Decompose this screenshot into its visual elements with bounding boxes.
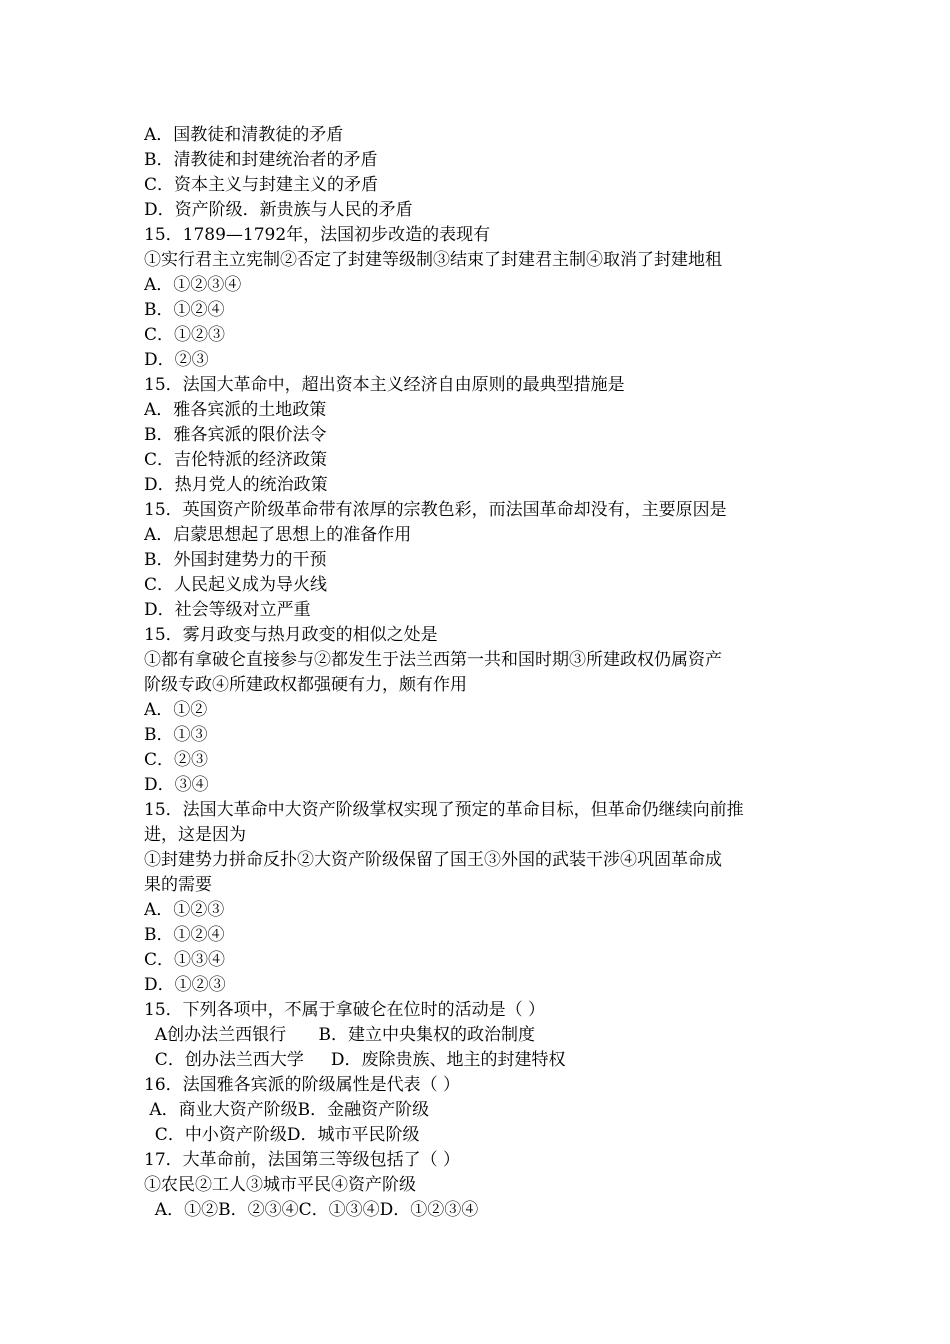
option-line: B．外国封建势力的干预 <box>144 550 327 570</box>
text-line: ①实行君主立宪制②否定了封建等级制③结束了封建君主制④取消了封建地租 <box>144 250 722 270</box>
option-line: D．③④ <box>144 775 209 795</box>
option-line: D．①②③ <box>144 975 226 995</box>
option-line: D．社会等级对立严重 <box>144 600 311 620</box>
question-line: 15．英国资产阶级革命带有浓厚的宗教色彩，而法国革命却没有，主要原因是 <box>144 500 727 520</box>
question-line: 15．雾月政变与热月政变的相似之处是 <box>144 625 438 645</box>
option-line: C．人民起义成为导火线 <box>144 575 328 595</box>
option-line: B．①③ <box>144 725 208 745</box>
option-line: C．吉伦特派的经济政策 <box>144 450 328 470</box>
option-line: A．启蒙思想起了思想上的准备作用 <box>144 525 412 545</box>
question-line: 17．大革命前，法国第三等级包括了（ ） <box>144 1150 461 1170</box>
question-line: 15．1789—1792年，法国初步改造的表现有 <box>144 225 491 245</box>
option-line: A．商业大资产阶级B．金融资产阶级 <box>144 1100 430 1120</box>
text-line: 阶级专政④所建政权都强硬有力，颇有作用 <box>144 675 467 695</box>
option-line: C．中小资产阶级D．城市平民阶级 <box>144 1125 420 1145</box>
text-line: ①都有拿破仑直接参与②都发生于法兰西第一共和国时期③所建政权仍属资产 <box>144 650 722 670</box>
option-line: C．②③ <box>144 750 209 770</box>
option-line: C．创办法兰西大学 D．废除贵族、地主的封建特权 <box>144 1050 566 1070</box>
text-line: A．国教徒和清教徒的矛盾 <box>144 125 344 145</box>
option-line: A．①② <box>144 700 208 720</box>
option-line: B．雅各宾派的限价法令 <box>144 425 327 445</box>
question-line: 15．法国大革命中，超出资本主义经济自由原则的最典型措施是 <box>144 375 625 395</box>
option-line: A．①②③④ <box>144 275 242 295</box>
text-line: C．资本主义与封建主义的矛盾 <box>144 175 379 195</box>
option-line: A．①②B．②③④C．①③④D．①②③④ <box>144 1200 479 1220</box>
text-line: ①封建势力拼命反扑②大资产阶级保留了国王③外国的武装干涉④巩固革命成 <box>144 850 722 870</box>
question-line: 15．下列各项中，不属于拿破仑在位时的活动是（ ） <box>144 1000 546 1020</box>
text-line: 果的需要 <box>144 875 212 895</box>
question-line: 16．法国雅各宾派的阶级属性是代表（ ） <box>144 1075 461 1095</box>
document-page <box>144 123 824 1223</box>
text-line: D．资产阶级．新贵族与人民的矛盾 <box>144 200 413 220</box>
text-line: 进，这是因为 <box>144 825 246 845</box>
option-line: A．①②③ <box>144 900 225 920</box>
option-line: B．①②④ <box>144 925 225 945</box>
option-line: A创办法兰西银行 B．建立中央集权的政治制度 <box>144 1025 535 1045</box>
option-line: A．雅各宾派的土地政策 <box>144 400 327 420</box>
option-line: D．②③ <box>144 350 209 370</box>
option-line: C．①③④ <box>144 950 226 970</box>
question-line: 15．法国大革命中大资产阶级掌权实现了预定的革命目标，但革命仍继续向前推 <box>144 800 744 820</box>
option-line: B．①②④ <box>144 300 225 320</box>
option-line: D．热月党人的统治政策 <box>144 475 328 495</box>
text-line: B．清教徒和封建统治者的矛盾 <box>144 150 378 170</box>
option-line: C．①②③ <box>144 325 226 345</box>
text-line: ①农民②工人③城市平民④资产阶级 <box>144 1175 416 1195</box>
